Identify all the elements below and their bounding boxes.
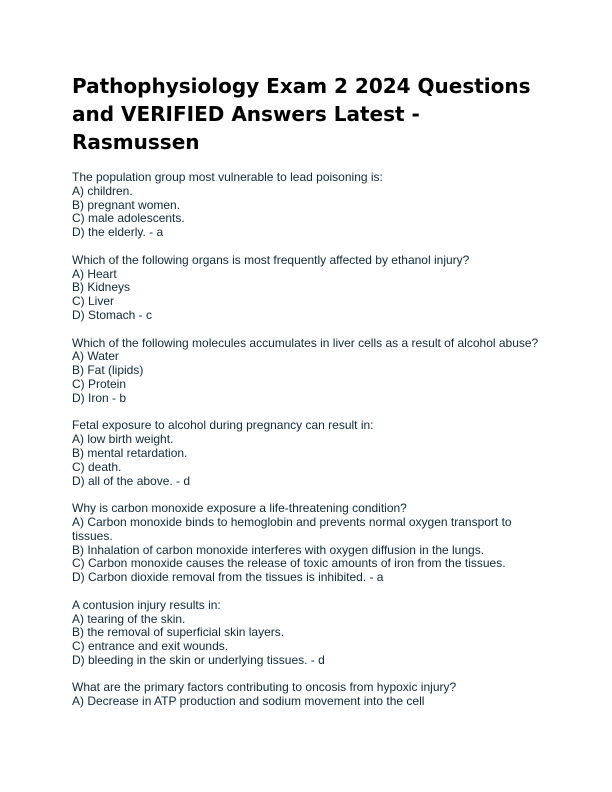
question-stem: Which of the following molecules accumulates in liver cells as a result of alcohol abuse? [72,335,539,350]
answer-option: C) entrance and exit wounds. [72,639,229,654]
answer-option: B) pregnant women. [72,197,181,212]
question-3 [72,337,552,406]
question-stem: Fetal exposure to alcohol during pregnancy can result in: [72,418,374,433]
answer-option: A) low birth weight. [72,432,174,447]
answer-option: A) Water [72,349,119,364]
question-1 [72,171,552,240]
answer-option: B) Fat (lipids) [72,363,144,378]
answer-option: C) male adolescents. [72,211,185,226]
question-list [72,171,552,723]
question-2 [72,254,552,323]
answer-option: C) death. [72,459,122,474]
question-7 [72,681,552,709]
question-6 [72,599,552,668]
answer-option: A) tearing of the skin. [72,611,186,626]
question-stem: A contusion injury results in: [72,597,221,612]
answer-option: D) Iron - b [72,390,127,405]
answer-option: D) the elderly. - a [72,225,164,240]
answer-option: B) mental retardation. [72,445,188,460]
answer-option: D) Stomach - c [72,307,153,322]
question-stem: What are the primary factors contributing to oncosis from hypoxic injury? [72,680,457,695]
answer-option: D) Carbon dioxide removal from the tissues is inhibited. - a [72,570,384,585]
question-5 [72,502,552,585]
question-stem: Which of the following organs is most frequently affected by ethanol injury? [72,252,470,267]
answer-option: C) Liver [72,294,115,309]
question-stem: The population group most vulnerable to lead poisoning is: [72,170,383,184]
answer-option: C) Carbon monoxide causes the release of toxic amounts of iron from the tissues. [72,556,506,571]
answer-option: C) Protein [72,376,127,391]
answer-option: B) Inhalation of carbon monoxide interferes with oxygen diffusion in the lungs. [72,542,485,557]
answer-option: D) all of the above. - d [72,473,191,488]
answer-option: A) children. [72,183,133,198]
answer-option: A) Decrease in ATP production and sodium movement into the cell [72,694,425,709]
question-4 [72,419,552,488]
answer-option: B) Kidneys [72,280,131,295]
answer-option: D) bleeding in the skin or underlying tissues. - d [72,652,325,667]
answer-option: B) the removal of superficial skin layers. [72,625,285,640]
question-stem: Why is carbon monoxide exposure a life-threatening condition? [72,501,407,516]
answer-option: A) Heart [72,266,117,281]
page-title: Pathophysiology Exam 2 2024 Questions and VERIFIED Answers Latest - Rasmussen [72,74,531,154]
answer-option: A) Carbon monoxide binds to hemoglobin and prevents normal oxygen transport to tissues. [72,514,512,543]
